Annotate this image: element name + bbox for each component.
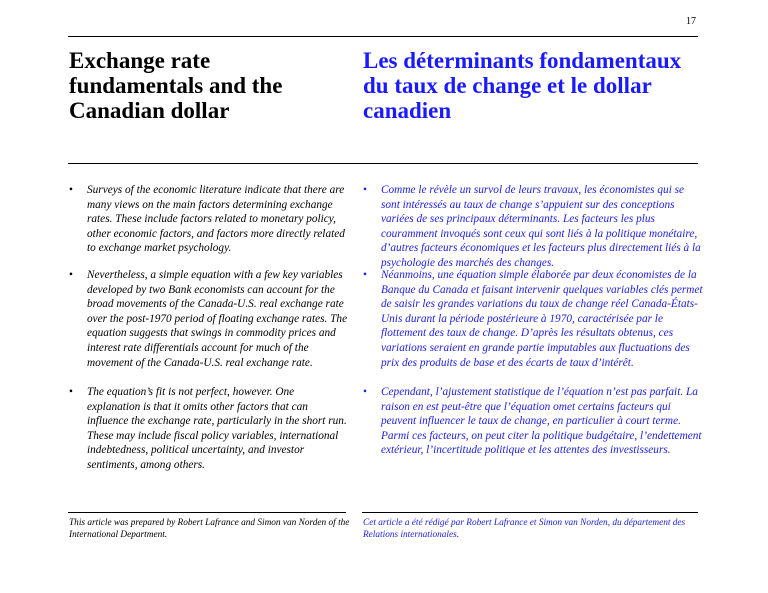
french-bullet-1 [363, 183, 705, 268]
bullet-icon: • [69, 269, 73, 281]
french-summary-column [363, 183, 705, 458]
french-bullet-3 [363, 385, 705, 458]
english-bullet-3 [69, 385, 349, 473]
footnote-rule-english [68, 512, 346, 513]
french-bullet-3-text: Cependant, l’ajustement statistique de l’équation n’est pas parfait. La raison en est peut-être que l’équation omet certains facteurs qui peuvent influencer le taux de change, en particulier à court terme. Parmi ces facteurs, on peut citer la politique budgétaire, l’endettement extérieur, l’incertitude politique et les attentes des investisseurs. [381, 386, 702, 457]
french-bullet-2-text: Néanmoins, une équation simple élaborée par deux économistes de la Banque du Canada et faisant intervenir quelques variables clés permet de saisir les grandes variations du taux de change réel Canada-États-Unis durant la période postérieure à 1970, caractérisée par le flottement des taux de change. D’après les résultats obtenus, ces variations seraient en grande partie imputables aux fluctuations des prix des produits de base et des écarts de taux d’intérêt. [381, 269, 703, 369]
english-bullet-1 [69, 183, 349, 268]
section-rule [68, 163, 698, 164]
french-bullet-2 [363, 268, 705, 385]
french-bullet-1-text: Comme le révèle un survol de leurs travaux, les économistes qui se sont intéressés au taux de change s’appuient sur des conceptions variées de ses principaux déterminants. Les facteurs les plus couramment invoqués sont ceux qui sont liés à la politique monétaire, d’autres facteurs économiques et les facteurs plus directement liés à la psychologie des marchés des changes. [381, 184, 701, 269]
french-footnote: Cet article a été rédigé par Robert Lafrance et Simon van Norden, du département des Relations internationales. [363, 518, 686, 540]
english-title: Exchange rate fundamentals and the Canadian dollar [69, 48, 283, 123]
bullet-icon: • [69, 386, 73, 398]
english-bullet-2 [69, 268, 349, 385]
french-title: Les déterminants fondamentaux du taux de change et le dollar canadien [363, 48, 682, 123]
english-footnote: This article was prepared by Robert Lafrance and Simon van Norden of the International Department. [69, 518, 350, 540]
bullet-icon: • [363, 386, 367, 398]
english-summary-column [69, 183, 349, 473]
bullet-icon: • [363, 184, 367, 196]
english-bullet-3-text: The equation’s fit is not perfect, however. One explanation is that it omits other factors that can influence the exchange rate, particularly in the short run. These may include fiscal policy variables, international indebtedness, political uncertainty, and investor sentiments, among others. [87, 386, 347, 471]
bullet-icon: • [69, 184, 73, 196]
top-rule [68, 36, 698, 37]
footnote-rule-french [362, 512, 698, 513]
english-bullet-2-text: Nevertheless, a simple equation with a few key variables developed by two Bank economists can account for the broad movements of the Canada-U.S. real exchange rate over the post-1970 period of floating exchange rates. The equation suggests that swings in commodity prices and interest rate differentials account for much of the movement of the Canada-U.S. real exchange rate. [87, 269, 348, 369]
english-bullet-1-text: Surveys of the economic literature indicate that there are many views on the main factors determining exchange rates. These include factors related to monetary policy, other economic factors, and factors more directly related to exchange market psychology. [87, 184, 345, 255]
bullet-icon: • [363, 269, 367, 281]
page-number: 17 [686, 16, 696, 27]
